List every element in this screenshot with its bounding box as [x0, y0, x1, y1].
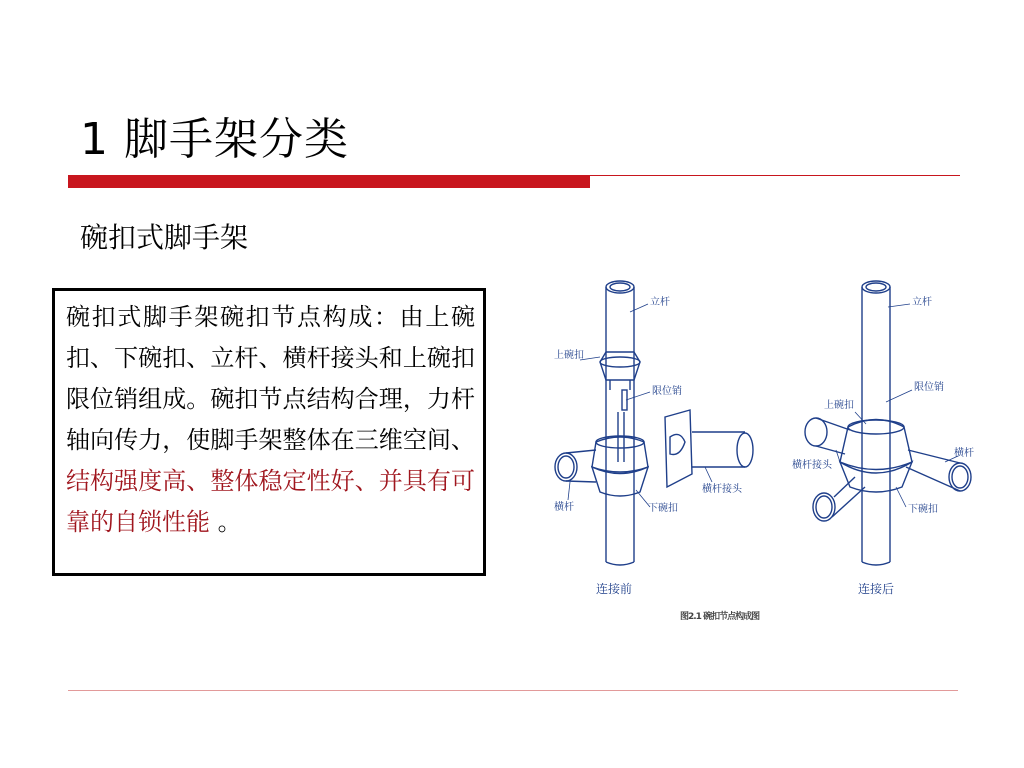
label-upright-before: 立杆	[650, 297, 670, 308]
bowl-buckle-joint-figure	[540, 262, 990, 622]
figure-caption: 图2.1 碗扣节点构成图	[680, 612, 760, 622]
label-crossbar-joint-after: 横杆接头	[792, 460, 832, 471]
label-crossbar-before: 横杆	[554, 502, 574, 513]
joint-diagram	[540, 262, 990, 622]
label-limit-pin-before: 限位销	[652, 386, 682, 397]
label-limit-pin-after: 限位销	[914, 382, 944, 393]
slide-title: 1 脚手架分类	[80, 114, 349, 165]
label-upper-bowl-before: 上碗扣	[554, 350, 584, 361]
label-upper-bowl-after: 上碗扣	[824, 400, 854, 411]
label-lower-bowl-before: 下碗扣	[648, 503, 678, 514]
description-highlight: 结构强度高、整体稳定性好、并具有可靠的自锁性能	[66, 467, 475, 536]
description-box	[52, 288, 486, 576]
label-upright-after: 立杆	[912, 297, 932, 308]
label-crossbar-after: 横杆	[954, 448, 974, 459]
before-connection-drawing	[555, 281, 753, 565]
footer-divider	[68, 690, 958, 691]
description-text: 碗扣式脚手架碗扣节点构成：由上碗扣、下碗扣、立杆、横杆接头和上碗扣限位销组成。碗扣节点结构合理，力杆轴向传力，使脚手架整体在三维空间、	[66, 303, 475, 454]
caption-after-connection: 连接后	[858, 582, 895, 596]
description-end: 。	[210, 508, 242, 536]
caption-before-connection: 连接前	[596, 582, 633, 596]
label-crossbar-joint-before: 横杆接头	[702, 484, 742, 495]
title-underline-thick	[68, 175, 590, 188]
label-lower-bowl-after: 下碗扣	[908, 504, 938, 515]
after-connection-drawing	[805, 281, 971, 565]
title-underline-thin	[590, 175, 960, 176]
section-subtitle: 碗扣式脚手架	[80, 221, 249, 254]
